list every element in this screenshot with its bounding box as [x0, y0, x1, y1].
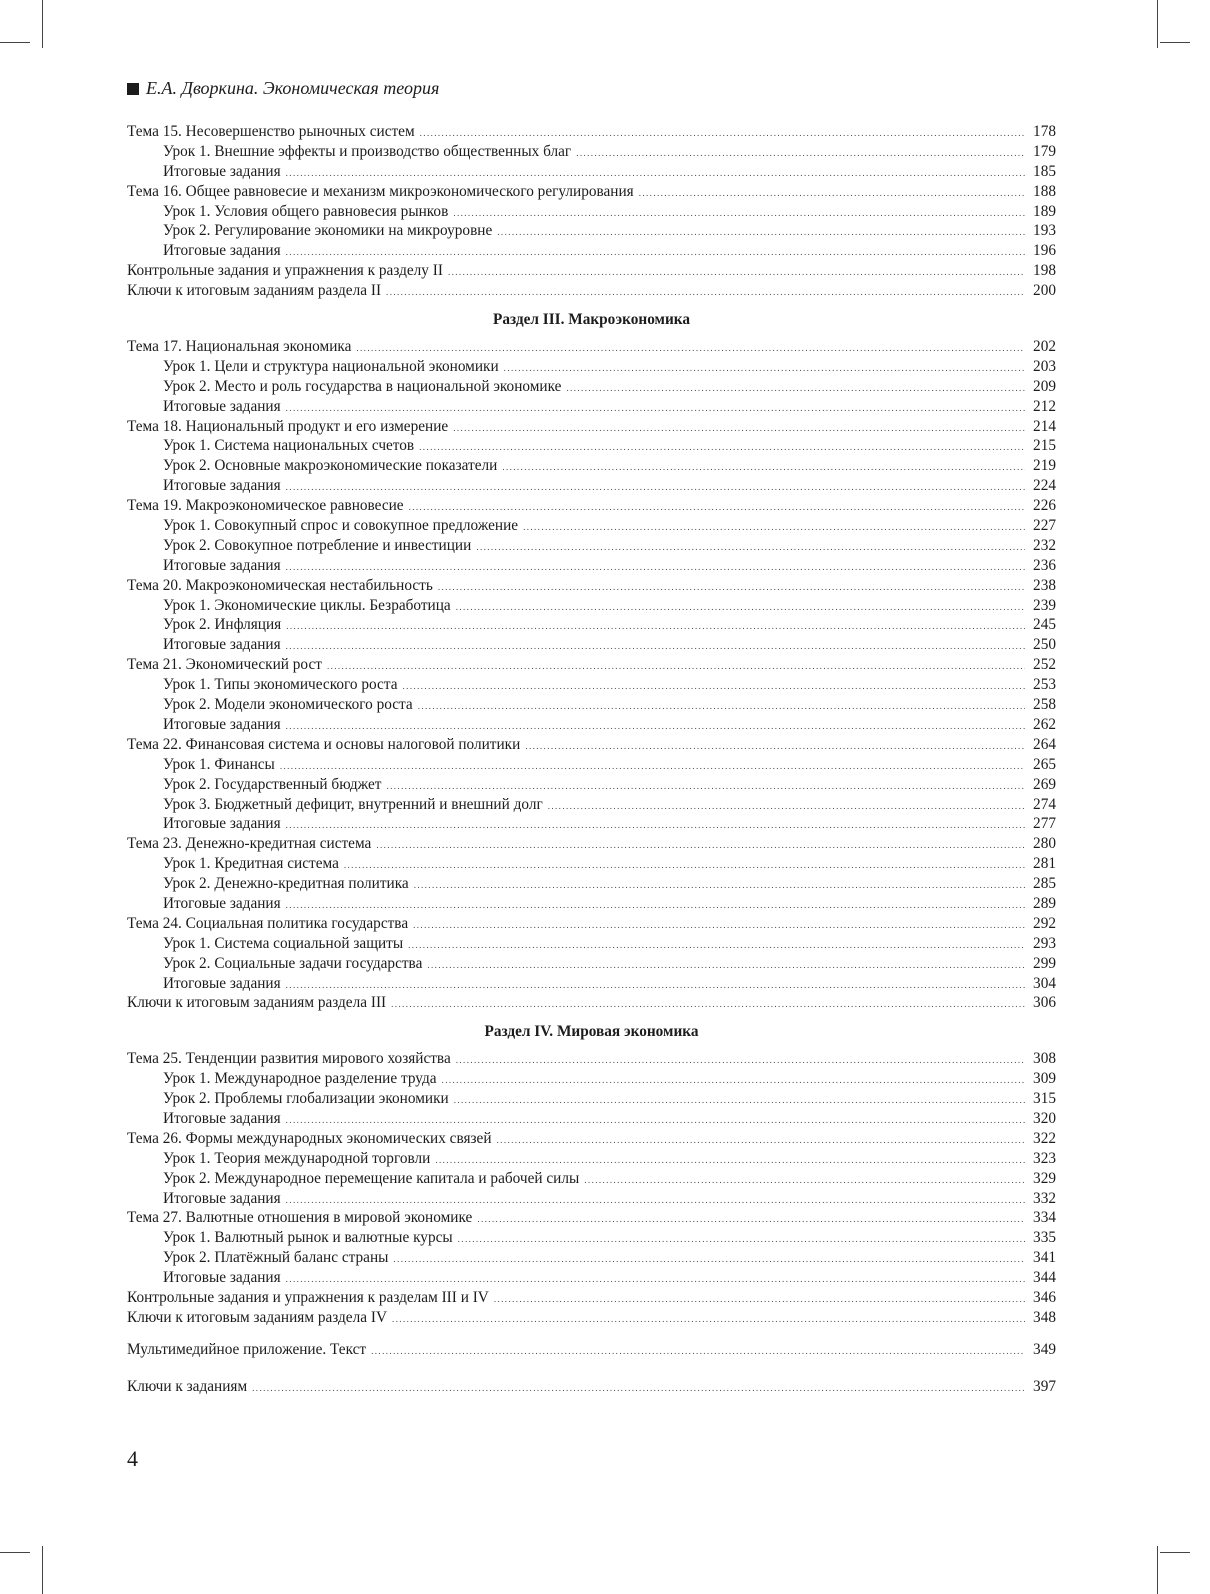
entry-page: 236 — [1033, 556, 1056, 574]
toc-entry[interactable] — [127, 122, 1056, 142]
entry-title: Урок 2. Международное перемещение капитала и рабочей силы — [163, 1169, 580, 1187]
toc-entry[interactable] — [127, 162, 1056, 182]
entry-title: Итоговые задания — [163, 397, 281, 415]
toc-entry[interactable] — [127, 1149, 1056, 1169]
running-header — [127, 78, 439, 99]
leader-dots — [393, 1250, 1025, 1270]
entry-title: Итоговые задания — [163, 1109, 281, 1127]
entry-page: 304 — [1033, 974, 1056, 992]
leader-dots — [344, 856, 1025, 876]
leader-dots — [371, 1342, 1025, 1362]
toc-entry[interactable] — [127, 1109, 1056, 1129]
toc-entry[interactable] — [127, 261, 1056, 281]
page-number: 4 — [127, 1446, 138, 1471]
entry-title: Урок 1. Валютный рынок и валютные курсы — [163, 1229, 453, 1247]
toc-entry[interactable] — [127, 814, 1056, 834]
entry-page: 212 — [1033, 397, 1056, 415]
toc-entry[interactable] — [127, 241, 1056, 261]
entry-title: Итоговые задания — [163, 974, 281, 992]
toc-entry[interactable] — [127, 974, 1056, 994]
toc-entry[interactable] — [127, 1189, 1056, 1209]
section-heading-4: Раздел IV. Мировая экономика — [484, 1023, 699, 1041]
entry-title: Урок 1. Международное разделение труда — [163, 1070, 437, 1088]
entry-page: 344 — [1033, 1269, 1056, 1287]
entry-title: Итоговые задания — [163, 894, 281, 912]
entry-title: Урок 1. Кредитная система — [163, 855, 339, 873]
toc-entry[interactable] — [127, 142, 1056, 162]
entry-page: 281 — [1033, 855, 1056, 873]
entry-title: Урок 1. Экономические циклы. Безработица — [163, 596, 451, 614]
entry-page: 193 — [1033, 222, 1056, 240]
entry-title: Урок 2. Денежно-кредитная политика — [163, 875, 409, 893]
leader-dots — [584, 1171, 1025, 1191]
leader-dots — [386, 283, 1025, 303]
entry-title: Урок 1. Система социальной защиты — [163, 934, 404, 952]
entry-title: Контрольные задания и упражнения к разделам III и IV — [127, 1288, 489, 1306]
entry-title: Ключи к заданиям — [127, 1377, 248, 1395]
leader-dots — [448, 263, 1025, 283]
toc-entry[interactable] — [127, 337, 1056, 357]
entry-title: Тема 15. Несовершенство рыночных систем — [127, 123, 415, 140]
leader-dots — [427, 956, 1025, 976]
toc-entry[interactable] — [127, 556, 1056, 576]
section-heading-3: Раздел III. Макроэкономика — [492, 311, 691, 329]
entry-title: Урок 1. Теория международной торговли — [163, 1149, 431, 1167]
entry-page: 346 — [1033, 1288, 1056, 1306]
entry-page: 265 — [1033, 755, 1056, 773]
entry-title: Мультимедийное приложение. Текст — [127, 1340, 367, 1358]
entry-title: Итоговые задания — [163, 477, 281, 495]
leader-dots — [286, 637, 1025, 657]
toc-entry[interactable] — [127, 202, 1056, 222]
entry-page: 179 — [1033, 142, 1056, 160]
toc-entry[interactable] — [127, 635, 1056, 655]
toc-entry[interactable] — [127, 516, 1056, 536]
entry-page: 320 — [1033, 1109, 1056, 1127]
leader-dots — [456, 598, 1025, 618]
square-bullet-icon — [127, 83, 139, 95]
toc-entry[interactable] — [127, 436, 1056, 456]
leader-dots — [458, 1230, 1025, 1250]
entry-page: 306 — [1033, 994, 1056, 1012]
entry-page: 198 — [1033, 262, 1056, 280]
toc-entry[interactable] — [127, 576, 1056, 596]
toc-entry[interactable] — [127, 1268, 1056, 1288]
toc-entry[interactable] — [127, 221, 1056, 241]
entry-page: 203 — [1033, 357, 1056, 375]
entry-title: Урок 1. Внешние эффекты и производство общественных благ — [163, 142, 572, 160]
leader-dots — [525, 737, 1025, 757]
leader-dots — [497, 1131, 1025, 1151]
leader-dots — [442, 1071, 1025, 1091]
toc-entry[interactable] — [127, 1129, 1056, 1149]
entry-page: 214 — [1033, 417, 1056, 435]
entry-page: 262 — [1033, 715, 1056, 733]
entry-title: Урок 2. Совокупное потребление и инвестиции — [163, 536, 472, 554]
leader-dots — [497, 223, 1025, 243]
toc-entry[interactable] — [127, 377, 1056, 397]
entry-page: 299 — [1033, 954, 1056, 972]
entry-page: 189 — [1033, 202, 1056, 220]
entry-page: 185 — [1033, 162, 1056, 180]
toc-list-section-2-end — [127, 122, 1056, 301]
leader-dots — [456, 1051, 1025, 1071]
entry-page: 292 — [1033, 914, 1056, 932]
entry-page: 397 — [1033, 1377, 1056, 1395]
entry-title: Контрольные задания и упражнения к разделу II — [127, 262, 443, 280]
entry-title: Урок 2. Модели экономического роста — [163, 696, 413, 714]
toc-entry[interactable] — [127, 476, 1056, 496]
toc-entry[interactable] — [127, 1169, 1056, 1189]
toc-entry[interactable] — [127, 695, 1056, 715]
entry-page: 332 — [1033, 1189, 1056, 1207]
entry-title: Урок 1. Типы экономического роста — [163, 676, 398, 694]
leader-dots — [327, 657, 1025, 677]
leader-dots — [453, 204, 1025, 224]
leader-dots — [376, 836, 1025, 856]
leader-dots — [523, 518, 1025, 538]
entry-title: Урок 1. Финансы — [163, 755, 275, 773]
entry-page: 322 — [1033, 1129, 1056, 1147]
leader-dots — [418, 697, 1025, 717]
toc-entry[interactable] — [127, 1308, 1056, 1328]
entry-page: 277 — [1033, 815, 1056, 833]
entry-title: Урок 1. Система национальных счетов — [163, 437, 415, 455]
entry-title: Итоговые задания — [163, 715, 281, 733]
entry-title: Урок 2. Социальные задачи государства — [163, 954, 423, 972]
entry-page: 285 — [1033, 875, 1056, 893]
entry-title: Урок 2. Инфляция — [163, 616, 282, 634]
toc-entry[interactable] — [127, 417, 1056, 437]
entry-title: Ключи к итоговым заданиям раздела III — [127, 994, 387, 1012]
entry-page: 224 — [1033, 477, 1056, 495]
crop-mark — [1160, 1552, 1190, 1553]
crop-mark — [42, 1546, 43, 1594]
entry-page: 252 — [1033, 656, 1056, 674]
entry-page: 323 — [1033, 1149, 1056, 1167]
toc-entry[interactable] — [127, 874, 1056, 894]
toc-entry-answers[interactable] — [127, 1377, 1056, 1397]
toc-entry[interactable] — [127, 894, 1056, 914]
toc-entry[interactable] — [127, 1069, 1056, 1089]
toc-entry[interactable] — [127, 456, 1056, 476]
entry-page: 178 — [1033, 123, 1056, 140]
entry-page: 315 — [1033, 1090, 1056, 1108]
entry-title: Урок 2. Место и роль государства в национальной экономике — [163, 377, 562, 395]
leader-dots — [477, 1210, 1025, 1230]
entry-title: Итоговые задания — [163, 815, 281, 833]
entry-page: 202 — [1033, 338, 1056, 356]
entry-page: 329 — [1033, 1169, 1056, 1187]
entry-title: Тема 17. Национальная экономика — [127, 338, 352, 356]
running-header-text: Е.А. Дворкина. Экономическая теория — [146, 78, 440, 98]
leader-dots — [413, 916, 1025, 936]
entry-title: Урок 2. Платёжный баланс страны — [163, 1249, 389, 1267]
crop-mark — [0, 42, 30, 43]
entry-title: Итоговые задания — [163, 162, 281, 180]
leader-dots — [576, 144, 1025, 164]
toc-entry[interactable] — [127, 182, 1056, 202]
entry-page: 215 — [1033, 437, 1056, 455]
toc-entry[interactable] — [127, 1228, 1056, 1248]
leader-dots — [286, 976, 1025, 996]
leader-dots — [403, 677, 1025, 697]
entry-page: 196 — [1033, 242, 1056, 260]
crop-mark — [42, 0, 43, 48]
entry-page: 227 — [1033, 517, 1056, 535]
entry-page: 348 — [1033, 1308, 1056, 1326]
entry-page: 253 — [1033, 676, 1056, 694]
toc-entry[interactable] — [127, 914, 1056, 934]
leader-dots — [454, 1091, 1025, 1111]
entry-page: 293 — [1033, 934, 1056, 952]
entry-title: Тема 25. Тенденции развития мирового хозяйства — [127, 1050, 451, 1068]
crop-mark — [1160, 42, 1190, 43]
entry-page: 289 — [1033, 894, 1056, 912]
leader-dots — [504, 359, 1025, 379]
entry-page: 245 — [1033, 616, 1056, 634]
entry-page: 269 — [1033, 775, 1056, 793]
entry-title: Урок 1. Условия общего равновесия рынков — [163, 202, 449, 220]
leader-dots — [280, 757, 1025, 777]
entry-title: Тема 23. Денежно-кредитная система — [127, 835, 372, 853]
leader-dots — [392, 1310, 1025, 1330]
entry-title: Урок 2. Основные макроэкономические показатели — [163, 457, 498, 475]
leader-dots — [286, 816, 1025, 836]
entry-page: 232 — [1033, 536, 1056, 554]
crop-mark — [1157, 0, 1158, 48]
leader-dots — [502, 458, 1025, 478]
leader-dots — [639, 184, 1025, 204]
entry-title: Тема 18. Национальный продукт и его измерение — [127, 417, 449, 435]
toc-entry[interactable] — [127, 1288, 1056, 1308]
entry-title: Ключи к итоговым заданиям раздела II — [127, 282, 382, 300]
toc-entry[interactable] — [127, 934, 1056, 954]
leader-dots — [408, 936, 1025, 956]
entry-page: 238 — [1033, 576, 1056, 594]
entry-title: Тема 22. Финансовая система и основы налоговой политики — [127, 735, 521, 753]
toc-entry[interactable] — [127, 1049, 1056, 1069]
entry-title: Тема 24. Социальная политика государства — [127, 914, 409, 932]
entry-page: 226 — [1033, 497, 1056, 515]
entry-title: Итоговые задания — [163, 636, 281, 654]
entry-page: 239 — [1033, 596, 1056, 614]
toc-entry[interactable] — [127, 357, 1056, 377]
leader-dots — [548, 797, 1025, 817]
toc-entry[interactable] — [127, 596, 1056, 616]
toc-entry[interactable] — [127, 281, 1056, 301]
toc-entry[interactable] — [127, 993, 1056, 1013]
leader-dots — [414, 876, 1025, 896]
entry-page: 264 — [1033, 735, 1056, 753]
toc-entry[interactable] — [127, 496, 1056, 516]
toc-entry-multimedia[interactable] — [127, 1340, 1056, 1360]
toc-entry[interactable] — [127, 715, 1056, 735]
toc-entry[interactable] — [127, 775, 1056, 795]
leader-dots — [252, 1379, 1025, 1399]
entry-title: Тема 19. Макроэкономическое равновесие — [127, 497, 404, 515]
toc-list-section-4 — [127, 1049, 1056, 1327]
entry-title: Урок 2. Регулирование экономики на микроуровне — [163, 222, 493, 240]
toc-entry[interactable] — [127, 675, 1056, 695]
entry-title: Тема 27. Валютные отношения в мировой экономике — [127, 1209, 473, 1227]
entry-title: Итоговые задания — [163, 1269, 281, 1287]
toc-entry[interactable] — [127, 834, 1056, 854]
toc-entry[interactable] — [127, 1248, 1056, 1268]
entry-title: Тема 26. Формы международных экономических связей — [127, 1129, 492, 1147]
toc-entry[interactable] — [127, 655, 1056, 675]
entry-title: Итоговые задания — [163, 242, 281, 260]
entry-title: Итоговые задания — [163, 1189, 281, 1207]
leader-dots — [286, 617, 1025, 637]
leader-dots — [438, 578, 1025, 598]
crop-mark — [0, 1552, 30, 1553]
leader-dots — [476, 538, 1025, 558]
entry-page: 219 — [1033, 457, 1056, 475]
entry-title: Тема 20. Макроэкономическая нестабильность — [127, 576, 433, 594]
toc-entry[interactable] — [127, 735, 1056, 755]
entry-page: 250 — [1033, 636, 1056, 654]
entry-title: Урок 1. Совокупный спрос и совокупное предложение — [163, 517, 519, 535]
entry-title: Тема 21. Экономический рост — [127, 656, 322, 674]
entry-page: 341 — [1033, 1249, 1056, 1267]
toc-entry[interactable] — [127, 755, 1056, 775]
table-of-contents — [127, 122, 1056, 1397]
entry-page: 349 — [1033, 1340, 1056, 1358]
entry-title: Итоговые задания — [163, 556, 281, 574]
entry-title: Урок 2. Государственный бюджет — [163, 775, 382, 793]
leader-dots — [494, 1290, 1025, 1310]
entry-title: Урок 1. Цели и структура национальной экономики — [163, 357, 499, 375]
entry-page: 274 — [1033, 795, 1056, 813]
entry-page: 309 — [1033, 1070, 1056, 1088]
entry-title: Тема 16. Общее равновесие и механизм микроэкономического регулирования — [127, 182, 634, 200]
leader-dots — [453, 419, 1025, 439]
crop-mark — [1157, 1546, 1158, 1594]
entry-page: 188 — [1033, 182, 1056, 200]
toc-entry[interactable] — [127, 854, 1056, 874]
entry-page: 334 — [1033, 1209, 1056, 1227]
leader-dots — [566, 379, 1025, 399]
leader-dots — [419, 438, 1025, 458]
entry-page: 209 — [1033, 377, 1056, 395]
toc-entry[interactable] — [127, 536, 1056, 556]
toc-entry[interactable] — [127, 954, 1056, 974]
entry-page: 280 — [1033, 835, 1056, 853]
toc-entry[interactable] — [127, 397, 1056, 417]
entry-page: 200 — [1033, 282, 1056, 300]
entry-title: Ключи к итоговым заданиям раздела IV — [127, 1308, 387, 1326]
entry-page: 308 — [1033, 1050, 1056, 1068]
toc-entry[interactable] — [127, 615, 1056, 635]
entry-page: 258 — [1033, 696, 1056, 714]
toc-entry[interactable] — [127, 1089, 1056, 1109]
entry-page: 335 — [1033, 1229, 1056, 1247]
toc-entry[interactable] — [127, 1208, 1056, 1228]
toc-entry[interactable] — [127, 795, 1056, 815]
leader-dots — [391, 995, 1025, 1015]
entry-title: Урок 2. Проблемы глобализации экономики — [163, 1090, 449, 1108]
entry-title: Урок 3. Бюджетный дефицит, внутренний и внешний долг — [163, 795, 543, 813]
toc-list-section-3 — [127, 337, 1056, 1013]
